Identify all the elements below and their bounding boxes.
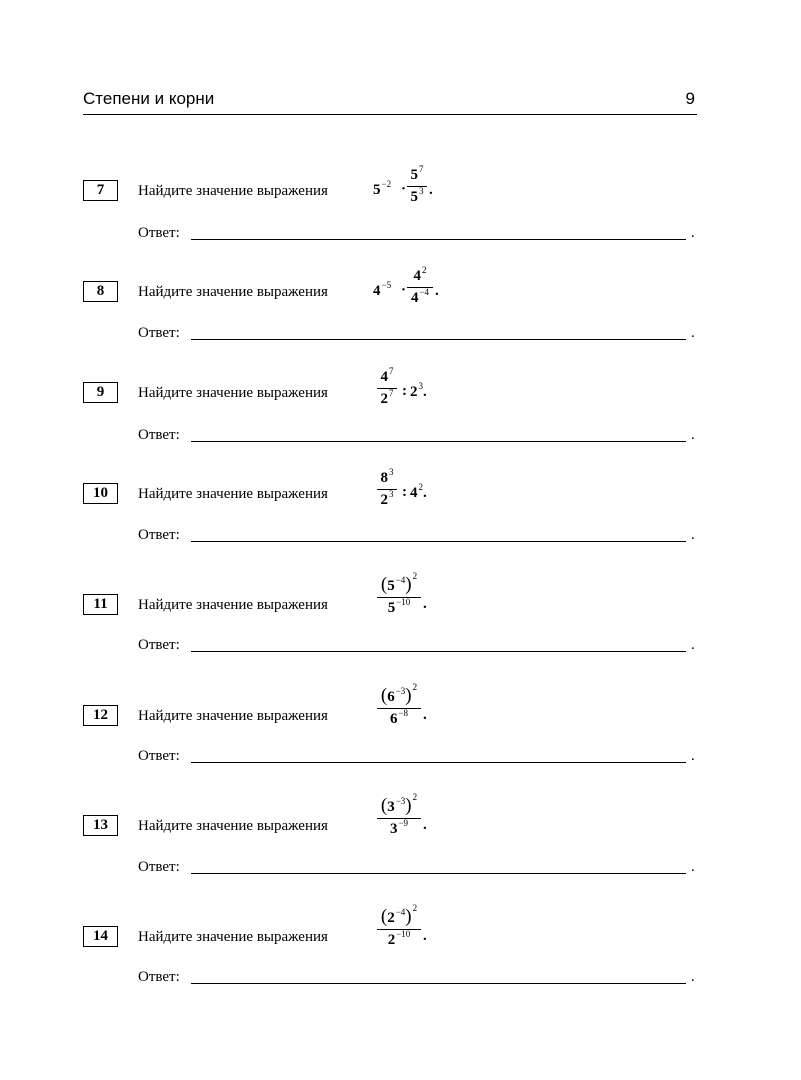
numerator-base: 4 [413,268,421,284]
numerator-exponent: 2 [422,265,427,275]
answer-line[interactable] [191,239,686,240]
problem-11 [83,571,703,682]
numerator-exponent: 7 [419,164,424,174]
problem-prompt: Найдите значение выражения [138,708,328,724]
base: 5 [373,182,381,198]
fraction-bar [407,186,427,187]
problem-8 [83,265,703,369]
period: . [429,182,433,198]
answer-label: Ответ: [138,859,180,875]
answer-dot: . [691,969,695,985]
left-paren-icon: ( [380,795,388,816]
problem-number-box: 13 [83,815,118,836]
exponent: 2 [418,482,423,492]
operator: : [402,484,407,500]
problem-number-box: 11 [83,594,118,615]
denominator-exponent: −10 [396,597,411,607]
problem-number-box: 12 [83,705,118,726]
problem-prompt: Найдите значение выражения [138,284,328,300]
problem-7 [83,164,703,268]
outer-exponent: 2 [412,682,418,692]
denominator-exponent: 3 [419,186,424,196]
base: 2 [410,384,418,400]
fraction [407,166,427,207]
answer-label: Ответ: [138,748,180,764]
exponent: −2 [381,179,392,189]
fraction [377,792,421,839]
problem-number-box: 9 [83,382,118,403]
operator: : [402,383,407,399]
problem-number-box: 8 [83,281,118,302]
answer-label: Ответ: [138,527,180,543]
fraction-bar [377,489,397,490]
problem-9 [83,366,703,470]
fraction [377,469,397,510]
answer-label: Ответ: [138,325,180,341]
period: . [435,283,439,299]
problem-prompt: Найдите значение выражения [138,486,328,502]
denominator-base: 2 [380,391,388,407]
inner-base: 6 [387,689,395,705]
answer-line[interactable] [191,441,686,442]
problem-number-box: 14 [83,926,118,947]
period: . [423,817,427,833]
page-header [83,88,697,115]
problem-12 [83,682,703,793]
answer-dot: . [691,527,695,543]
denominator-base: 4 [410,290,419,306]
inner-exponent: −4 [395,907,406,917]
problem-prompt: Найдите значение выражения [138,929,328,945]
denominator-exponent: 7 [389,388,394,398]
denominator-exponent: −8 [398,708,409,718]
period: . [423,707,427,723]
denominator-exponent: −10 [396,929,411,939]
fraction [377,903,421,950]
denominator-base: 2 [380,492,388,508]
section-title: Степени и корни [83,89,215,108]
answer-dot: . [691,637,695,653]
answer-line[interactable] [191,541,686,542]
answer-line[interactable] [191,651,686,652]
problem-13 [83,792,703,903]
denominator-base: 5 [410,189,418,205]
answer-label: Ответ: [138,637,180,653]
operator: · [401,181,407,197]
operator: · [401,282,407,298]
numerator-exponent: 7 [389,366,394,376]
fraction [377,682,421,729]
answer-dot: . [691,748,695,764]
inner-exponent: −4 [395,575,406,585]
denominator-base: 3 [389,821,398,837]
problem-number-box: 7 [83,180,118,201]
outer-exponent: 2 [412,903,418,913]
right-paren-icon: ) [405,795,412,816]
answer-dot: . [691,325,695,341]
left-paren-icon: ( [380,906,388,927]
answer-label: Ответ: [138,225,180,241]
inner-base: 5 [387,578,395,594]
problem-prompt: Найдите значение выражения [138,183,328,199]
answer-label: Ответ: [138,969,180,985]
outer-exponent: 2 [412,792,418,802]
right-paren-icon: ) [405,906,412,927]
right-paren-icon: ) [405,574,412,595]
denominator-base: 6 [389,711,398,727]
answer-line[interactable] [191,762,686,763]
numerator-base: 8 [380,470,388,486]
answer-dot: . [691,427,695,443]
base: 4 [410,485,418,501]
problem-prompt: Найдите значение выражения [138,597,328,613]
fraction-bar [377,388,397,389]
problem-10 [83,467,703,571]
left-paren-icon: ( [380,574,388,595]
answer-line[interactable] [191,873,686,874]
fraction [407,267,433,308]
base: 4 [373,283,381,299]
problem-number-box: 10 [83,483,118,504]
answer-label: Ответ: [138,427,180,443]
answer-dot: . [691,225,695,241]
fraction [377,368,397,409]
exponent: −5 [381,280,392,290]
denominator-exponent: 3 [389,489,394,499]
answer-line[interactable] [191,339,686,340]
period: . [423,485,427,501]
inner-base: 3 [387,799,395,815]
period: . [423,384,427,400]
inner-base: 2 [387,910,395,926]
problem-prompt: Найдите значение выражения [138,385,328,401]
period: . [423,596,427,612]
denominator-base: 5 [387,600,396,616]
left-paren-icon: ( [380,685,388,706]
answer-line[interactable] [191,983,686,984]
problem-14 [83,903,703,1014]
numerator-base: 5 [410,167,418,183]
denominator-base: 2 [387,932,396,948]
answer-dot: . [691,859,695,875]
numerator-base: 4 [380,369,388,385]
inner-exponent: −3 [395,796,406,806]
period: . [423,928,427,944]
inner-exponent: −3 [395,686,406,696]
fraction [377,571,421,618]
outer-exponent: 2 [412,571,418,581]
exponent: 3 [418,381,423,391]
denominator-exponent: −4 [419,287,430,297]
denominator-exponent: −9 [398,818,409,828]
numerator-exponent: 3 [389,467,394,477]
problem-prompt: Найдите значение выражения [138,818,328,834]
page-number: 9 [685,89,695,108]
right-paren-icon: ) [405,685,412,706]
